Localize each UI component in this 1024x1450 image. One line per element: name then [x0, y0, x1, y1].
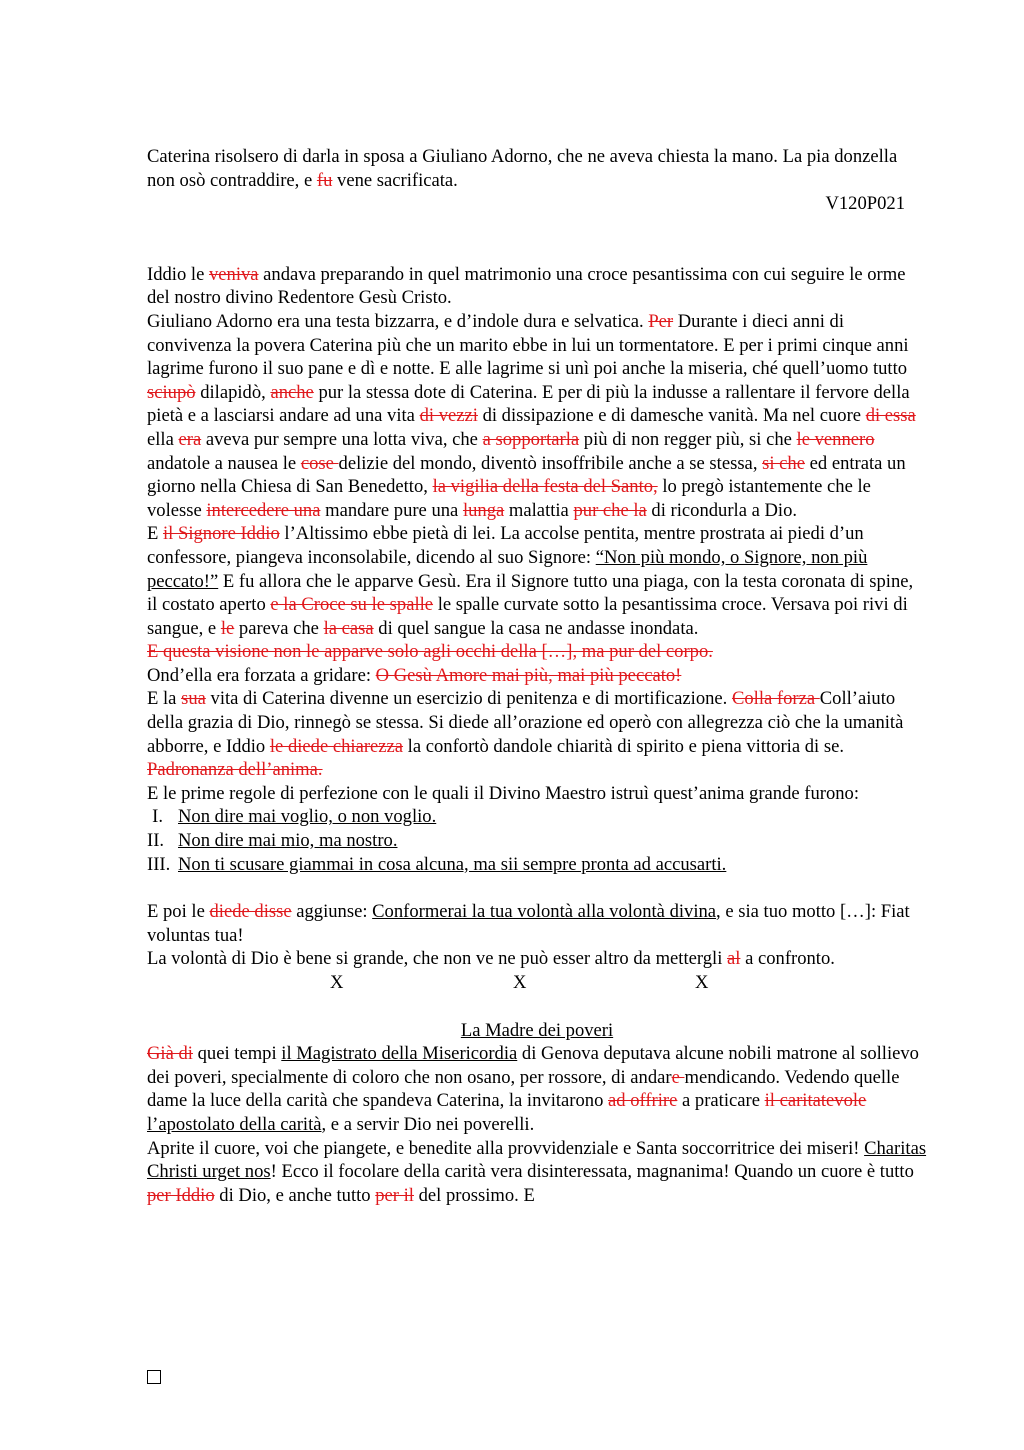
text: di quel sangue la casa ne andasse inondata. — [373, 617, 699, 639]
underlined-text: il Magistrato della Misericordia — [281, 1043, 518, 1065]
text: aveva pur sempre una lotta viva, che — [201, 428, 483, 450]
deleted-text: le vennero — [796, 428, 875, 450]
text: andatole a nausea le — [147, 452, 301, 474]
text: aggiunse: — [291, 901, 373, 923]
list-text: Non ti scusare giammai in cosa alcuna, ma sii sempre pronta ad accusarti. — [178, 853, 727, 875]
text: lo pregò istantemente che le volesse — [147, 476, 871, 521]
text: , e sia tuo motto […]: Fiat voluntas tua! — [147, 901, 910, 946]
text: di Genova deputava alcune nobili matrone al sollievo dei poveri, specialmente di coloro che non osano, per rossore, di andar — [147, 1043, 919, 1088]
deleted-text: di essa — [865, 405, 916, 427]
text: Aprite il cuore, voi che piangete, e benedite alla provvidenziale e Santa soccorritrice dei miseri! — [147, 1137, 865, 1159]
deleted-text: le diede chiarezza — [269, 735, 404, 757]
text: pareva che — [234, 617, 324, 639]
deleted-text: O Gesù Amore mai più, mai più peccato! — [375, 664, 682, 686]
paragraph-3 — [147, 522, 927, 640]
text: l’Altissimo ebbe pietà di lei. La accolse pentita, mentre prostrata ai piedi d’un confessore, piangeva inconsolabile, dicendo al suo Signore: — [147, 523, 864, 568]
text: la confortò dandole chiarità di spirito e piena vittoria di se. — [403, 735, 844, 757]
footer-checkbox-icon — [147, 1370, 161, 1384]
deleted-text: cose — [300, 452, 339, 474]
deleted-text: e la Croce su le spalle — [270, 594, 434, 616]
deleted-text: per Iddio — [147, 1184, 215, 1206]
deleted-text: lunga — [462, 499, 505, 521]
text: mendicando. Vedendo quelle dame la luce della carità che spandeva Caterina, la invitarono — [147, 1066, 900, 1112]
separator-mark: X — [330, 972, 344, 993]
deleted-text: E questa visione non le apparve solo agli occhi della […], ma pur del corpo. — [147, 641, 713, 663]
deleted-text: fu — [316, 169, 333, 191]
deleted-text: la vigilia della festa del Santo, — [432, 476, 658, 498]
list-item — [147, 853, 927, 877]
text: Coll’aiuto della grazia di Dio, rinnegò se stessa. Si diede all’orazione ed operò con allegrezza ciò che la umanità abborre, e Iddio — [147, 688, 904, 757]
paragraph-0 — [147, 145, 927, 192]
deleted-text: Già di — [147, 1043, 193, 1065]
deleted-text: era — [178, 428, 202, 450]
deleted-text: si che — [762, 452, 805, 474]
text: E le prime regole di perfezione con le quali il Divino Maestro istruì quest’anima grande furono: — [147, 782, 860, 804]
paragraph-10 — [147, 1042, 927, 1136]
paragraph-7 — [147, 782, 927, 806]
text: La volontà di Dio è bene si grande, che non ve ne può esser altro da mettergli — [147, 948, 728, 970]
text: ella — [147, 428, 179, 450]
text: Iddio le — [147, 263, 209, 285]
deleted-text: e — [671, 1066, 685, 1088]
section-separator — [147, 971, 927, 995]
deleted-text: al — [727, 948, 741, 970]
spacer — [147, 876, 927, 900]
rules-list — [147, 805, 927, 876]
list-number: III. — [147, 853, 171, 875]
text: vita di Caterina divenne un esercizio di penitenza e di mortificazione. — [205, 688, 732, 710]
text: , e a servir Dio nei poverelli. — [321, 1113, 535, 1135]
text: pur la stessa dote di Caterina. E per di più la indusse a rallentare il fervore della pietà e a lasciarsi andare ad una vita — [147, 381, 910, 427]
deleted-text: il caritatevole — [764, 1090, 867, 1112]
deleted-text: veniva — [208, 263, 259, 285]
deleted-text: diede disse — [209, 901, 292, 923]
text: più di non regger più, si che — [579, 428, 797, 450]
paragraph-6 — [147, 687, 927, 781]
paragraph-5 — [147, 664, 927, 688]
text: malattia — [504, 499, 574, 521]
deleted-text: a sopportarla — [482, 428, 580, 450]
text: quei tempi — [192, 1043, 282, 1065]
deleted-text: ad offrire — [608, 1090, 678, 1112]
text: Durante i dieci anni di convivenza la povera Caterina più che un marito ebbe in lui un tormentatore. E per i primi cinque anni lagrime furono il suo pane e dì e notte. E alle lagrime si unì poi anche la miseria, ché quell’uomo tutto — [147, 310, 909, 380]
underlined-text: Charitas Christi urget nos — [147, 1137, 927, 1183]
text: E poi le — [147, 901, 210, 923]
text: di Dio, e anche tutto — [214, 1184, 376, 1206]
text: Giuliano Adorno era una testa bizzarra, e d’indole dura e selvatica. — [147, 310, 649, 332]
deleted-text: intercedere una — [206, 499, 321, 521]
text: Caterina risolsero di darla in sposa a Giuliano Adorno, che ne aveva chiesta la mano. La pia donzella non osò contraddire, e — [147, 146, 898, 191]
text: mandare pure una — [320, 499, 463, 521]
paragraph-11 — [147, 1137, 927, 1208]
deleted-text: il Signore Iddio — [163, 523, 280, 545]
text: E — [147, 523, 164, 545]
deleted-text: la casa — [323, 617, 374, 639]
paragraph-1 — [147, 263, 927, 310]
spacer — [147, 995, 927, 1019]
underlined-text: “Non più mondo, o Signore, non più peccato!” — [147, 546, 868, 592]
underlined-text: Conformerai la tua volontà alla volontà divina — [372, 901, 717, 923]
page-code: V120P021 — [825, 193, 905, 215]
deleted-text: Colla forza — [731, 688, 820, 710]
text: le spalle curvate sotto la pesantissima croce. Versava poi rivi di sangue, e — [147, 594, 908, 639]
paragraph-2 — [147, 310, 927, 522]
deleted-text: sciupò — [147, 381, 196, 403]
paragraph-9 — [147, 947, 927, 971]
deleted-text: le — [220, 617, 235, 639]
text: di ricondurla a Dio. — [646, 499, 798, 521]
spacer — [147, 216, 927, 263]
list-text: Non dire mai voglio, o non voglio. — [178, 806, 437, 828]
text: a confronto. — [740, 948, 835, 970]
text: del prossimo. E — [413, 1184, 535, 1206]
text: di dissipazione e di damesche vanità. Ma nel cuore — [477, 405, 866, 427]
separator-mark: X — [695, 972, 709, 993]
separator-mark: X — [513, 972, 527, 993]
deleted-text: Per — [648, 310, 674, 332]
deleted-text: per il — [375, 1184, 414, 1206]
list-number: I. — [152, 806, 163, 828]
paragraph-4 — [147, 640, 927, 664]
text: dilapidò, — [195, 381, 271, 403]
list-item — [147, 829, 927, 853]
list-text: Non dire mai mio, ma nostro. — [178, 830, 398, 852]
deleted-text: sua — [181, 688, 206, 710]
document-page — [147, 145, 927, 1207]
text: a praticare — [677, 1090, 765, 1112]
text: andava preparando in quel matrimonio una croce pesantissima con cui seguire le orme del nostro divino Redentore Gesù Cristo. — [147, 263, 906, 309]
text: E fu allora che le apparve Gesù. Era il Signore tutto una piaga, con la testa coronata di spine, il costato aperto — [147, 570, 914, 616]
text: ed entrata un giorno nella Chiesa di San Benedetto, — [147, 452, 906, 498]
text: Ond’ella era forzata a gridare: — [147, 664, 376, 686]
text: delizie del mondo, diventò insoffribile anche a se stessa, — [338, 452, 763, 474]
section-heading — [147, 1019, 927, 1043]
deleted-text: di vezzi — [419, 405, 478, 427]
list-item — [147, 805, 927, 829]
list-number: II. — [147, 830, 165, 852]
text: vene sacrificata. — [332, 169, 458, 191]
heading-text: La Madre dei poveri — [460, 1019, 614, 1041]
underlined-text: l’apostolato della carità — [147, 1113, 322, 1135]
deleted-text: anche — [270, 381, 314, 403]
deleted-text: pur che la — [573, 499, 647, 521]
deleted-text: Padronanza dell’anima. — [147, 759, 323, 781]
text: ! Ecco il focolare della carità vera disinteressata, magnanima! Quando un cuore è tutto — [270, 1161, 914, 1183]
text: E la — [147, 688, 182, 710]
paragraph-8 — [147, 900, 927, 947]
